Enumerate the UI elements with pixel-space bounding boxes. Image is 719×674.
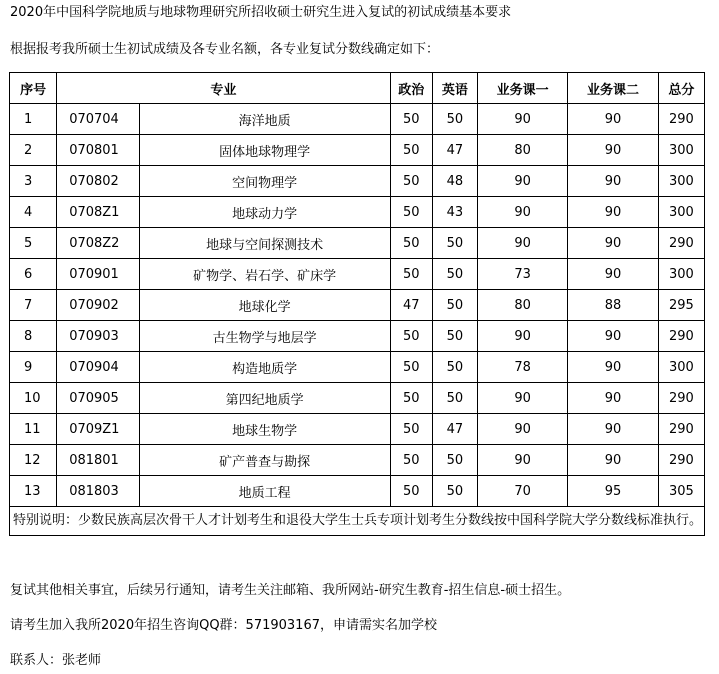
table-row xyxy=(10,135,705,166)
cell-seq: 11 xyxy=(10,414,57,445)
cell-code: 0708Z1 xyxy=(57,197,139,228)
cell-english: 50 xyxy=(432,259,477,290)
cell-code: 070903 xyxy=(57,321,139,352)
cell-major-name: 地球生物学 xyxy=(139,414,390,445)
table-body xyxy=(10,104,705,507)
intro-text: 根据报考我所硕士生初试成绩及各专业名额，各专业复试分数线确定如下： xyxy=(10,42,440,57)
cell-politics: 50 xyxy=(390,321,432,352)
cell-course2: 90 xyxy=(568,414,658,445)
cell-seq: 4 xyxy=(10,197,57,228)
cell-total: 300 xyxy=(658,259,704,290)
cell-code: 081803 xyxy=(57,476,139,507)
cell-total: 290 xyxy=(658,445,704,476)
cell-course1: 80 xyxy=(477,135,567,166)
cell-code: 081801 xyxy=(57,445,139,476)
header-course1: 业务课一 xyxy=(477,73,567,104)
cell-english: 48 xyxy=(432,166,477,197)
table-header-row xyxy=(10,73,705,104)
cell-course1: 90 xyxy=(477,228,567,259)
cell-course2: 90 xyxy=(568,259,658,290)
header-english: 英语 xyxy=(432,73,477,104)
cell-english: 50 xyxy=(432,383,477,414)
cell-course2: 90 xyxy=(568,135,658,166)
cell-course1: 90 xyxy=(477,383,567,414)
contact-note: 联系人：张老师 xyxy=(10,653,102,668)
cell-course1: 90 xyxy=(477,321,567,352)
cell-code: 070802 xyxy=(57,166,139,197)
remark-text: 特别说明：少数民族高层次骨干人才计划考生和退役大学生士兵专项计划考生分数线按中国科学院大学分数线标准执行。 xyxy=(10,507,705,536)
cell-english: 50 xyxy=(432,445,477,476)
cell-total: 305 xyxy=(658,476,704,507)
cell-course1: 78 xyxy=(477,352,567,383)
cell-major-name: 构造地质学 xyxy=(139,352,390,383)
header-major: 专业 xyxy=(57,73,390,104)
cell-major-name: 地球动力学 xyxy=(139,197,390,228)
cell-course2: 95 xyxy=(568,476,658,507)
cell-code: 070905 xyxy=(57,383,139,414)
cell-major-name: 地球化学 xyxy=(139,290,390,321)
cell-major-name: 海洋地质 xyxy=(139,104,390,135)
cell-course1: 90 xyxy=(477,104,567,135)
cell-course2: 88 xyxy=(568,290,658,321)
cell-seq: 3 xyxy=(10,166,57,197)
cell-english: 50 xyxy=(432,321,477,352)
cell-course2: 90 xyxy=(568,166,658,197)
cell-total: 290 xyxy=(658,104,704,135)
table-row xyxy=(10,414,705,445)
cell-course2: 90 xyxy=(568,321,658,352)
cell-course1: 90 xyxy=(477,445,567,476)
cell-english: 43 xyxy=(432,197,477,228)
cell-total: 290 xyxy=(658,383,704,414)
cell-code: 070902 xyxy=(57,290,139,321)
cell-course1: 70 xyxy=(477,476,567,507)
cell-major-name: 地质工程 xyxy=(139,476,390,507)
cell-major-name: 第四纪地质学 xyxy=(139,383,390,414)
cell-total: 295 xyxy=(658,290,704,321)
cell-code: 0709Z1 xyxy=(57,414,139,445)
cell-major-name: 古生物学与地层学 xyxy=(139,321,390,352)
cell-english: 50 xyxy=(432,352,477,383)
cell-politics: 50 xyxy=(390,383,432,414)
cell-english: 50 xyxy=(432,104,477,135)
qq-group-note: 请考生加入我所2020年招生咨询QQ群：571903167，申请需实名加学校 xyxy=(10,618,437,633)
cell-course1: 73 xyxy=(477,259,567,290)
retest-note: 复试其他相关事宜，后续另行通知，请考生关注邮箱、我所网站-研究生教育-招生信息-硕士招生。 xyxy=(10,583,571,598)
header-total: 总分 xyxy=(658,73,704,104)
remark-row xyxy=(10,507,705,536)
header-course2: 业务课二 xyxy=(568,73,658,104)
table-row xyxy=(10,259,705,290)
score-table xyxy=(9,72,705,536)
table-row xyxy=(10,104,705,135)
cell-politics: 50 xyxy=(390,259,432,290)
cell-code: 0708Z2 xyxy=(57,228,139,259)
table-row xyxy=(10,383,705,414)
cell-code: 070904 xyxy=(57,352,139,383)
cell-course2: 90 xyxy=(568,445,658,476)
cell-seq: 9 xyxy=(10,352,57,383)
header-seq: 序号 xyxy=(10,73,57,104)
cell-code: 070901 xyxy=(57,259,139,290)
cell-course2: 90 xyxy=(568,228,658,259)
cell-politics: 50 xyxy=(390,445,432,476)
cell-course2: 90 xyxy=(568,352,658,383)
cell-politics: 50 xyxy=(390,352,432,383)
cell-english: 47 xyxy=(432,135,477,166)
cell-course1: 90 xyxy=(477,197,567,228)
cell-major-name: 矿产普查与勘探 xyxy=(139,445,390,476)
cell-total: 300 xyxy=(658,166,704,197)
cell-course1: 80 xyxy=(477,290,567,321)
table-row xyxy=(10,445,705,476)
cell-code: 070704 xyxy=(57,104,139,135)
cell-politics: 50 xyxy=(390,104,432,135)
cell-politics: 50 xyxy=(390,135,432,166)
cell-politics: 50 xyxy=(390,197,432,228)
cell-seq: 7 xyxy=(10,290,57,321)
table-row xyxy=(10,352,705,383)
cell-total: 300 xyxy=(658,197,704,228)
cell-total: 290 xyxy=(658,321,704,352)
table-row xyxy=(10,197,705,228)
cell-seq: 10 xyxy=(10,383,57,414)
table-row xyxy=(10,476,705,507)
cell-politics: 47 xyxy=(390,290,432,321)
table-row xyxy=(10,290,705,321)
cell-course2: 90 xyxy=(568,104,658,135)
page-title: 2020年中国科学院地质与地球物理研究所招收硕士研究生进入复试的初试成绩基本要求 xyxy=(10,5,512,20)
cell-major-name: 固体地球物理学 xyxy=(139,135,390,166)
cell-total: 290 xyxy=(658,414,704,445)
table-row xyxy=(10,166,705,197)
cell-major-name: 空间物理学 xyxy=(139,166,390,197)
cell-course1: 90 xyxy=(477,166,567,197)
table-row xyxy=(10,228,705,259)
cell-course2: 90 xyxy=(568,197,658,228)
cell-code: 070801 xyxy=(57,135,139,166)
cell-seq: 2 xyxy=(10,135,57,166)
header-politics: 政治 xyxy=(390,73,432,104)
cell-seq: 13 xyxy=(10,476,57,507)
cell-politics: 50 xyxy=(390,414,432,445)
cell-politics: 50 xyxy=(390,476,432,507)
cell-total: 300 xyxy=(658,135,704,166)
table-row xyxy=(10,321,705,352)
cell-english: 50 xyxy=(432,290,477,321)
cell-seq: 5 xyxy=(10,228,57,259)
cell-seq: 1 xyxy=(10,104,57,135)
cell-total: 290 xyxy=(658,228,704,259)
cell-course2: 90 xyxy=(568,383,658,414)
cell-politics: 50 xyxy=(390,228,432,259)
cell-major-name: 矿物学、岩石学、矿床学 xyxy=(139,259,390,290)
cell-seq: 12 xyxy=(10,445,57,476)
cell-english: 50 xyxy=(432,228,477,259)
cell-politics: 50 xyxy=(390,166,432,197)
cell-seq: 8 xyxy=(10,321,57,352)
cell-course1: 90 xyxy=(477,414,567,445)
cell-total: 300 xyxy=(658,352,704,383)
cell-major-name: 地球与空间探测技术 xyxy=(139,228,390,259)
cell-seq: 6 xyxy=(10,259,57,290)
cell-english: 50 xyxy=(432,476,477,507)
cell-english: 47 xyxy=(432,414,477,445)
